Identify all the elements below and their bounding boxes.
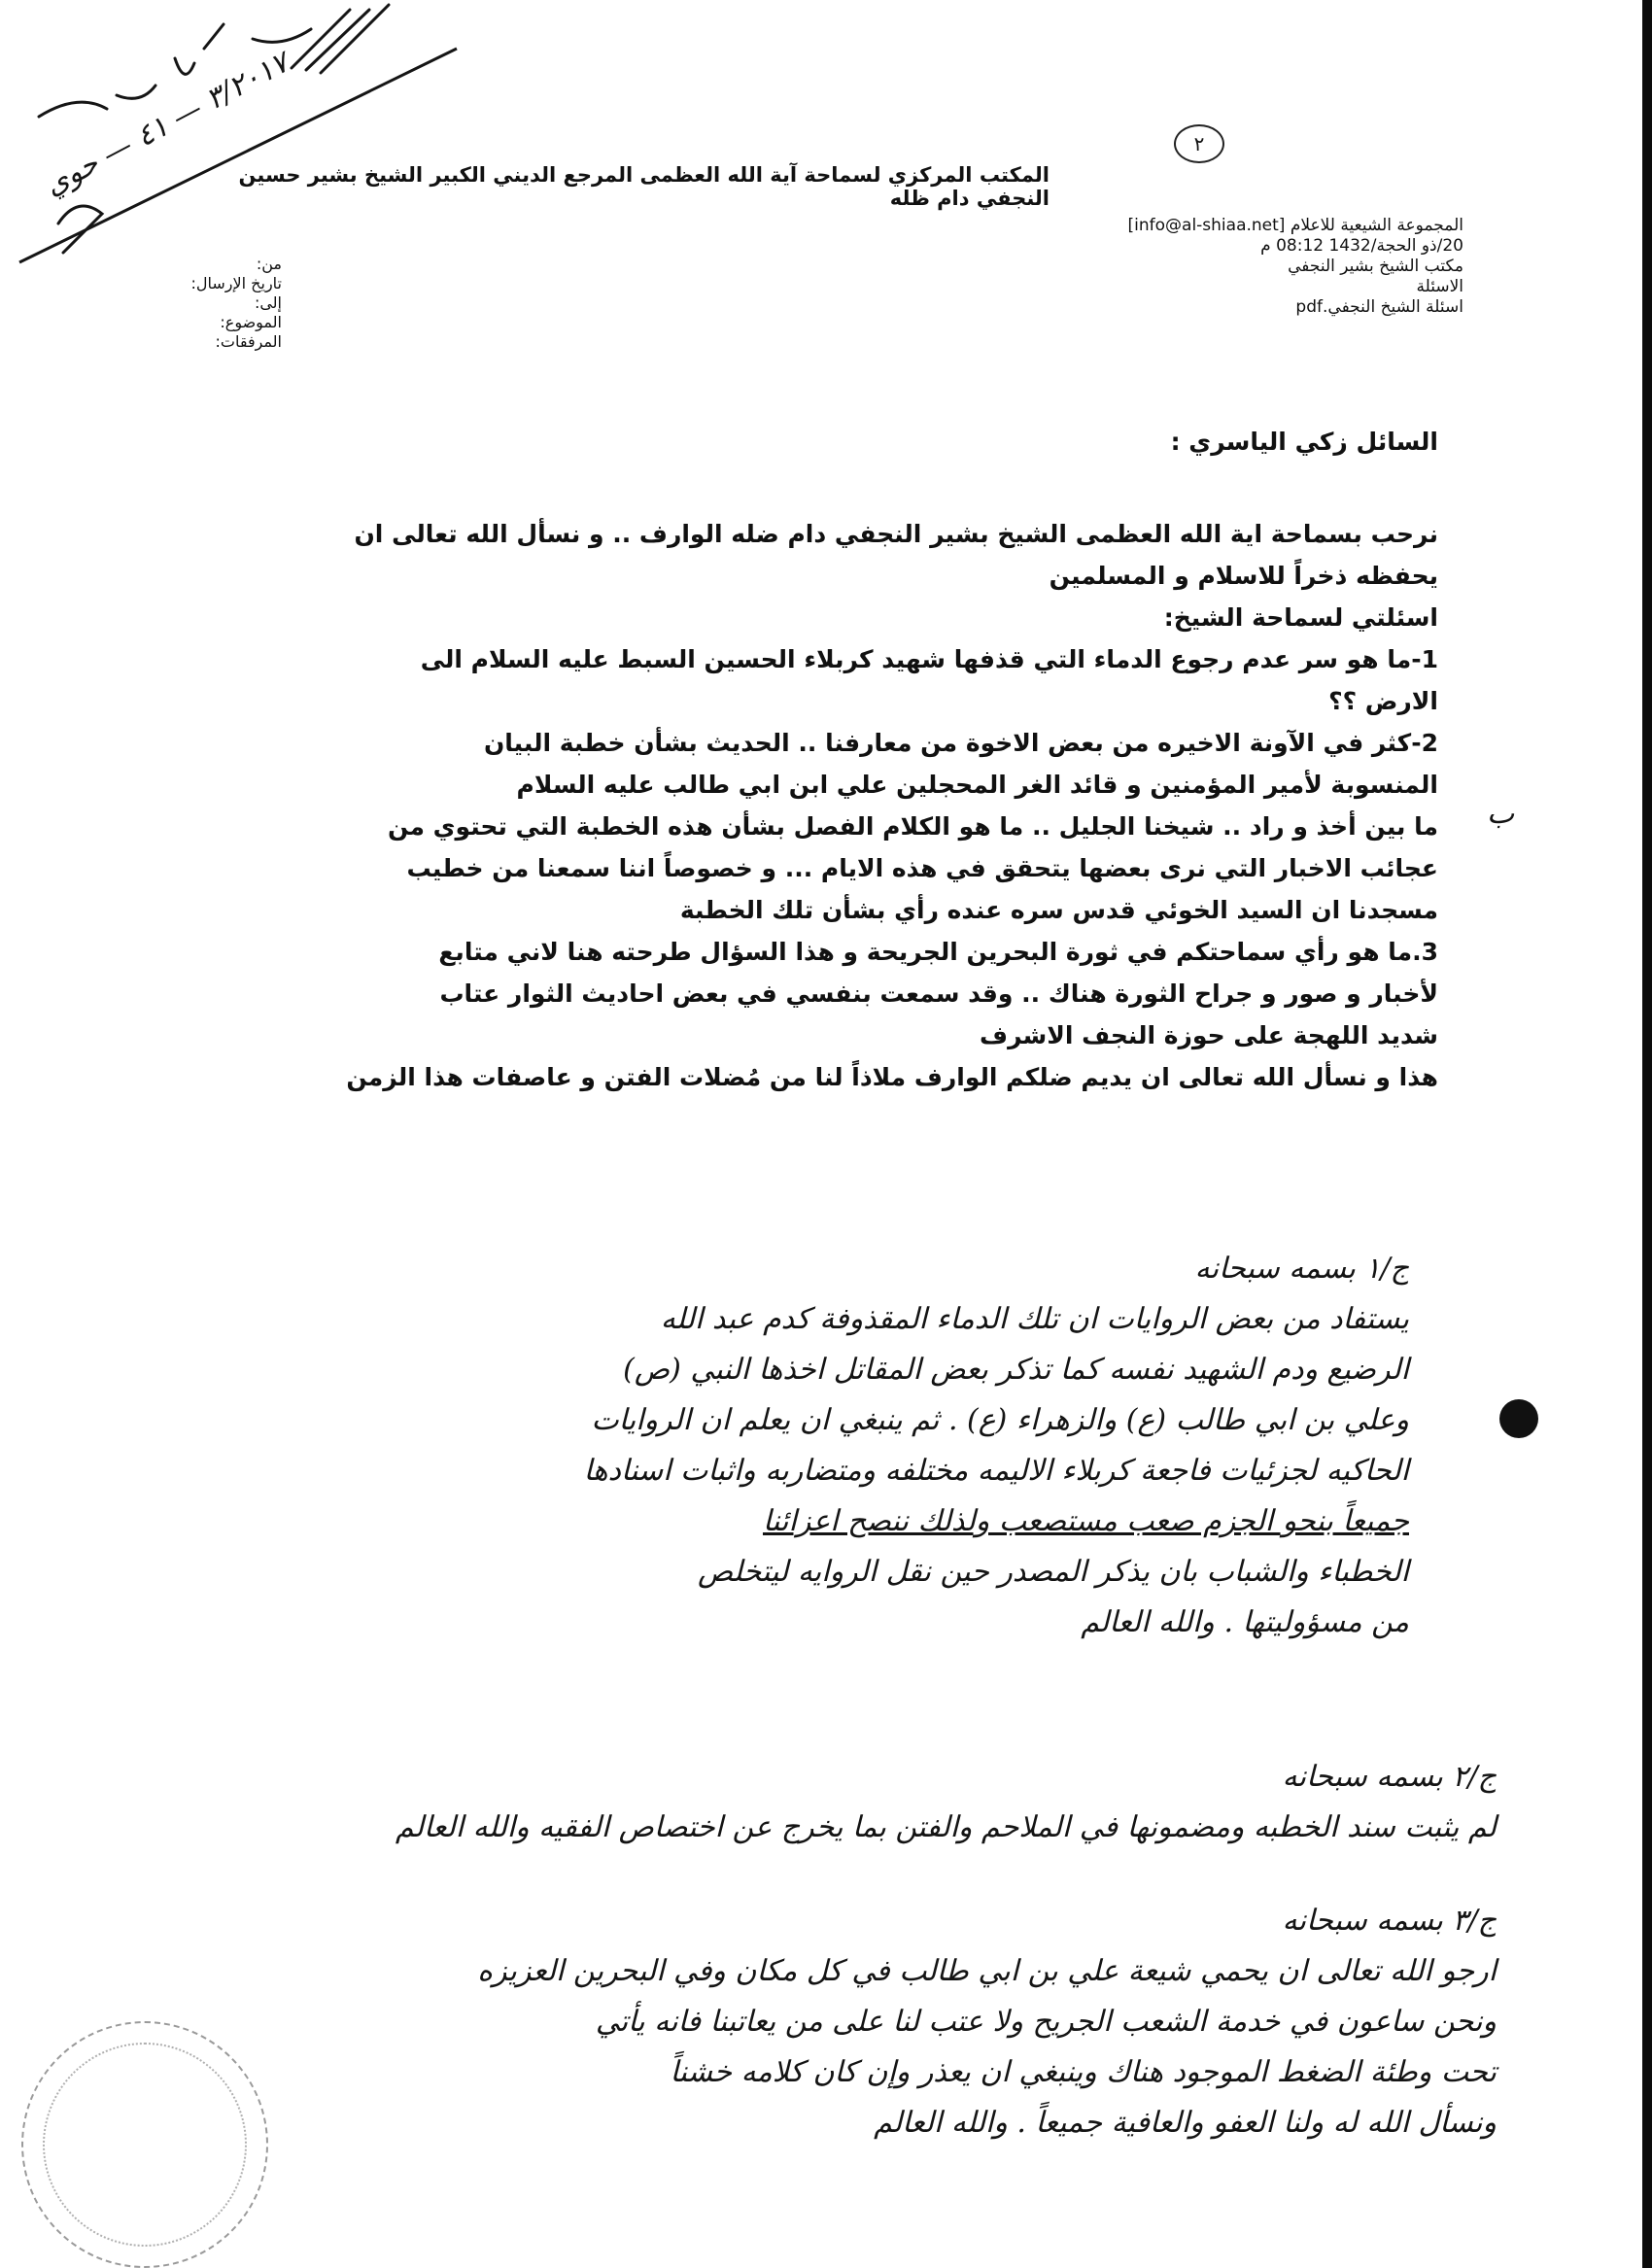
email-attachment: اسئلة الشيخ النجفي.pdf xyxy=(1295,297,1463,317)
label-from: من: xyxy=(256,255,282,273)
answer-2 xyxy=(292,1752,1497,1853)
question-2-line-4: عجائب الاخبار التي نرى بعضها يتحقق في هذه الايام ... و خصوصاً اننا سمعنا من خطيب xyxy=(406,854,1438,882)
answer-line: ونسأل الله له ولنا العفو والعافية جميعاً . والله العالم xyxy=(874,2106,1497,2140)
office-title: المكتب المركزي لسماحة آية الله العظمى المرجع الديني الكبير الشيخ بشير حسين النجفي دام ظله xyxy=(238,163,1050,210)
question-2-line-2: المنسوبة لأمير المؤمنين و قائد الغر المحجلين علي ابن ابي طالب عليه السلام xyxy=(516,771,1438,799)
scan-edge xyxy=(1642,0,1652,2268)
question-2-line-5: مسجدنا ان السيد الخوئي قدس سره عنده رأي بشأن تلك الخطبة xyxy=(679,896,1438,924)
email-to: مكتب الشيخ بشير النجفي xyxy=(1288,257,1463,276)
email-sent: 20/ذو الحجة/1432 08:12 م xyxy=(1260,236,1463,256)
answer-line: الحاكيه لجزئيات فاجعة كربلاء الاليمه مختلفه ومتضاربه واثبات اسنادها xyxy=(583,1454,1409,1488)
email-subject: الاسئلة xyxy=(1416,277,1463,296)
label-sent: تاريخ الإرسال: xyxy=(190,274,282,292)
label-to: إلى: xyxy=(254,293,282,312)
greeting-line-2: يحفظه ذخراً للاسلام و المسلمين xyxy=(1049,562,1438,590)
email-meta xyxy=(1055,216,1463,318)
answer-line: الخطباء والشباب بان يذكر المصدر حين نقل الروايه ليتخلص xyxy=(698,1555,1409,1589)
answer-line: ارجو الله تعالى ان يحمي شيعة علي بن ابي طالب في كل مكان وفي البحرين العزيزه xyxy=(477,1954,1497,1988)
answer-line: لم يثبت سند الخطبه ومضمونها في الملاحم والفتن بما يخرج عن اختصاص الفقيه والله العالم xyxy=(395,1810,1497,1844)
answer-3-title: ج/٣ بسمه سبحانه xyxy=(1282,1904,1497,1938)
margin-hook-mark: ب xyxy=(1487,797,1515,831)
greeting-line-1: نرحب بسماحة اية الله العظمى الشيخ بشير النجفي دام ضله الوارف .. و نسأل الله تعالى ان xyxy=(354,520,1438,548)
answer-1 xyxy=(311,1244,1409,1648)
label-subject: الموضوع: xyxy=(220,313,282,331)
question-1-line-2: الارض ؟؟ xyxy=(1328,687,1438,715)
question-1-line-1: 1-ما هو سر عدم رجوع الدماء التي قذفها شهيد كربلاء الحسين السبط عليه السلام الى xyxy=(420,645,1438,673)
question-2-line-1: 2-كثر في الآونة الاخيره من بعض الاخوة من معارفنا .. الحديث بشأن خطبة البيان xyxy=(483,729,1438,757)
question-3-line-3: شديد اللهجة على حوزة النجف الاشرف xyxy=(980,1021,1438,1049)
page-number: ٢ xyxy=(1193,132,1205,155)
question-2-line-3: ما بين أخذ و راد .. شيخنا الجليل .. ما هو الكلام الفصل بشأن هذه الخطبة التي تحتوي من xyxy=(387,812,1438,841)
answer-line: ونحن ساعون في خدمة الشعب الجريح ولا عتب لنا على من يعاتبنا فانه يأتي xyxy=(595,2005,1497,2039)
bullet-dot xyxy=(1499,1399,1538,1438)
letter-body xyxy=(292,513,1438,1098)
page-number-circle xyxy=(1174,124,1224,163)
closing-line: هذا و نسأل الله تعالى ان يديم ضلكم الوارف ملاذاً لنا من مُضلات الفتن و عاصفات هذا الزمن xyxy=(346,1063,1438,1091)
email-labels xyxy=(126,255,282,352)
answer-line: تحت وطئة الضغط الموجود هناك وينبغي ان يعذر وإن كان كلامه خشناً xyxy=(670,2055,1497,2089)
answer-2-title: ج/٢ بسمه سبحانه xyxy=(1282,1760,1497,1794)
office-seal-stamp xyxy=(21,2021,268,2268)
answer-line: وعلي بن ابي طالب (ع) والزهراء (ع) . ثم ينبغي ان يعلم ان الروايات xyxy=(591,1403,1409,1437)
margin-note-text: ٣/٢٠١٧ — ٤١ — حوي xyxy=(39,46,294,203)
handwritten-margin-note xyxy=(0,0,544,272)
answer-line: الرضيع ودم الشهيد نفسه كما تذكر بعض المقاتل اخذها النبي (ص) xyxy=(623,1353,1409,1387)
question-3-line-2: لأخبار و صور و جراح الثورة هناك .. وقد سمعت بنفسي في بعض احاديث الثوار عتاب xyxy=(439,979,1438,1008)
question-3-line-1: 3.ما هو رأي سماحتكم في ثورة البحرين الجريحة و هذا السؤال طرحته هنا لاني متابع xyxy=(438,938,1438,966)
email-from: المجموعة الشيعية للاعلام [info@al-shiaa.net] xyxy=(1127,216,1463,235)
asker-name: السائل زكي الياسري : xyxy=(1170,428,1438,456)
answer-1-title: ج/١ بسمه سبحانه xyxy=(1194,1252,1409,1286)
label-attachments: المرفقات: xyxy=(215,332,282,351)
answer-line: يستفاد من بعض الروايات ان تلك الدماء المقذوفة كدم عبد الله xyxy=(660,1302,1409,1336)
questions-intro: اسئلتي لسماحة الشيخ: xyxy=(1163,603,1438,632)
answer-line: من مسؤوليتها . والله العالم xyxy=(1081,1605,1409,1639)
answer-line: جميعاً بنحو الجزم صعب مستصعب ولذلك ننصح اعزائنا xyxy=(762,1504,1409,1538)
answer-3 xyxy=(136,1896,1497,2148)
